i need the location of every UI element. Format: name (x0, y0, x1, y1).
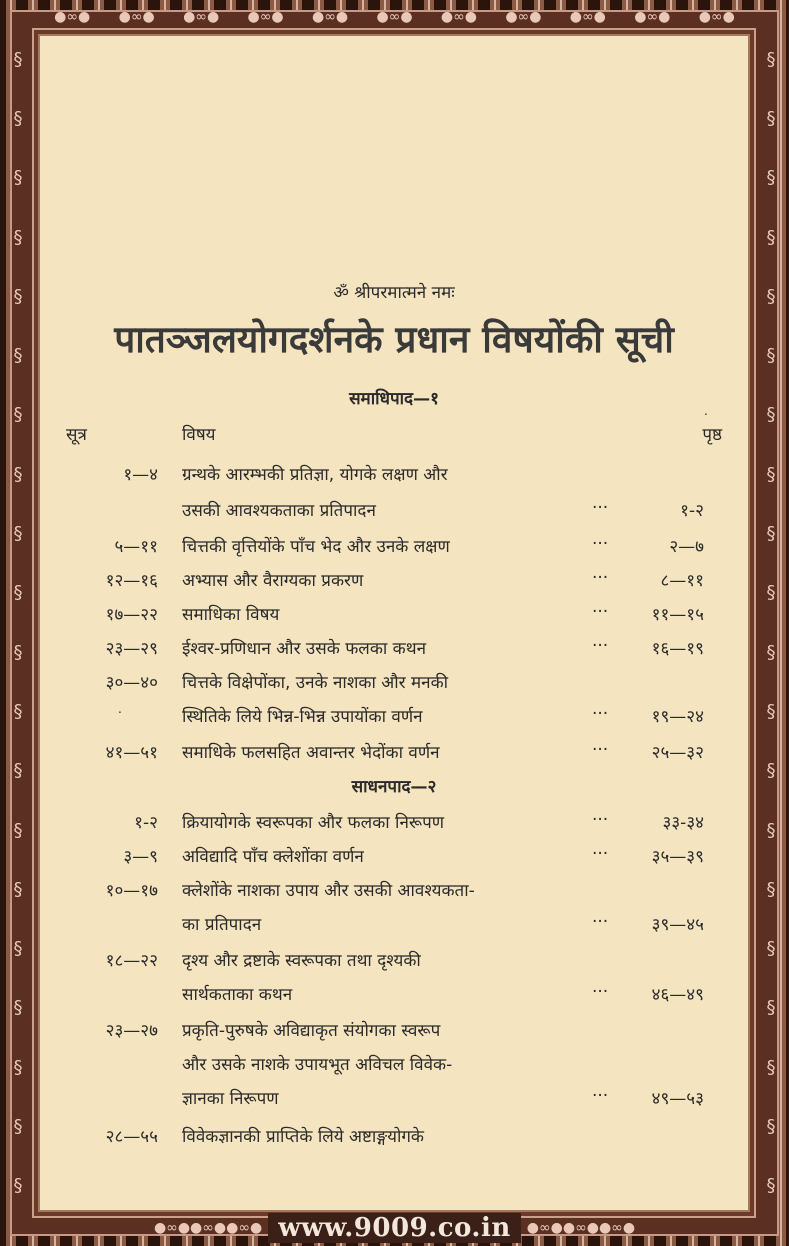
section-heading-sadhanapada: साधनपाद—२ (351, 777, 437, 797)
table-row (38, 534, 750, 568)
column-header-sutra: सूत्र (66, 425, 87, 445)
sutra-range: १७—२२ (105, 605, 158, 625)
leader-dots: ··· (592, 568, 609, 588)
table-row (38, 636, 750, 670)
leader-dots: ··· (592, 534, 609, 554)
leader-dots: ··· (592, 602, 609, 622)
page-number: १-२ (680, 501, 704, 521)
table-row (38, 878, 750, 912)
topic-text: चित्तकी वृत्तियोंके पाँच भेद और उनके लक्षण (182, 537, 450, 557)
page-title: पातञ्जलयोगदर्शनके प्रधान विषयोंकी सूची (114, 318, 674, 361)
topic-text: अभ्यास और वैराग्यका प्रकरण (182, 571, 364, 591)
topic-text: चित्तके विक्षेपोंका, उनके नाशका और मनकी (182, 673, 449, 693)
sutra-range: १-२ (134, 813, 158, 833)
topic-text: प्रकृति-पुरुषके अविद्याकृत संयोगका स्वरूप (182, 1021, 441, 1041)
topic-text: और उसके नाशके उपायभूत अविचल विवेक- (182, 1055, 453, 1075)
table-row (38, 498, 750, 532)
topic-text: स्थितिके लिये भिन्न-भिन्न उपायोंका वर्णन (182, 707, 423, 727)
footer-ornament-left: ●∞●●∞●●∞● (153, 1220, 263, 1236)
leader-dots: ··· (592, 810, 609, 830)
table-row (38, 982, 750, 1016)
topic-text: क्लेशोंके नाशका उपाय और उसकी आवश्यकता- (182, 881, 475, 901)
table-row (38, 1018, 750, 1052)
topic-text: अविद्यादि पाँच क्लेशोंका वर्णन (182, 847, 364, 867)
table-row (38, 844, 750, 878)
leader-dots: ··· (592, 740, 609, 760)
sutra-range: १८—२२ (105, 951, 158, 971)
page-number: ८—११ (660, 571, 704, 591)
page-number: ४९—५३ (651, 1089, 704, 1109)
topic-text: ईश्वर-प्रणिधान और उसके फलका कथन (182, 639, 427, 659)
table-row (38, 912, 750, 946)
frame-ornament-left: § § § § § § § § § § § § § § § § § § § § (13, 48, 23, 1197)
topic-text: क्रियायोगके स्वरूपका और फलका निरूपण (182, 813, 445, 833)
topic-text: समाधिके फलसहित अवान्तर भेदोंका वर्णन (182, 743, 440, 763)
page-number: १९—२४ (651, 707, 704, 727)
table-row (38, 704, 750, 738)
page-number: २—७ (669, 537, 704, 557)
leader-dots: ··· (592, 704, 609, 724)
footer-ornament-right: ●∞●●∞●●∞● (526, 1220, 636, 1236)
leader-dots: ··· (592, 636, 609, 656)
page-number: ११—१५ (651, 605, 704, 625)
leader-dots: ··· (592, 982, 609, 1002)
frame-ornament-top: ●∞● ●∞● ●∞● ●∞● ●∞● ●∞● ●∞● ●∞● ●∞● ●∞● ●∞● (54, 9, 735, 25)
print-speck: . (704, 404, 708, 418)
page-number: ४६—४९ (651, 985, 704, 1005)
sutra-range: २३—२७ (105, 1021, 158, 1041)
page-number: २५—३२ (651, 743, 704, 763)
topic-text: समाधिका विषय (182, 605, 280, 625)
page-number: ३९—४५ (651, 915, 704, 935)
sutra-range: ४१—५१ (105, 743, 158, 763)
topic-text: सार्थकताका कथन (182, 985, 293, 1005)
topic-text: ग्रन्थके आरम्भकी प्रतिज्ञा, योगके लक्षण और (182, 465, 448, 485)
sutra-range: ३—९ (123, 847, 158, 867)
topic-text: का प्रतिपादन (182, 915, 262, 935)
sutra-range: ५—११ (114, 537, 158, 557)
sutra-range: २३—२९ (105, 639, 158, 659)
sutra-range: १०—१७ (105, 881, 158, 901)
table-row (38, 740, 750, 774)
column-header-topic: विषय (182, 425, 216, 445)
table-row (38, 948, 750, 982)
footer-bar (0, 1210, 789, 1246)
print-speck: . (118, 702, 122, 716)
sutra-range: ३०—४० (105, 673, 158, 693)
table-row (38, 602, 750, 636)
sutra-range: २८—५५ (105, 1127, 158, 1147)
table-row (38, 1124, 750, 1158)
topic-text: दृश्य और द्रष्टाके स्वरूपका तथा दृश्यकी (182, 951, 421, 971)
page-number: ३५—३९ (651, 847, 704, 867)
sutra-range: १—४ (123, 465, 158, 485)
table-row (38, 1086, 750, 1120)
frame-ornament-right: § § § § § § § § § § § § § § § § § § § § (766, 48, 776, 1197)
table-row (38, 810, 750, 844)
leader-dots: ··· (592, 498, 609, 518)
sutra-range: १२—१६ (105, 571, 158, 591)
table-row (38, 568, 750, 602)
topic-text: उसकी आवश्यकताका प्रतिपादन (182, 501, 376, 521)
table-row (38, 462, 750, 496)
column-header-page: पृष्ठ (702, 425, 722, 445)
section-heading-samadhipada: समाधिपाद—१ (349, 389, 439, 409)
table-row (38, 670, 750, 704)
leader-dots: ··· (592, 844, 609, 864)
leader-dots: ··· (592, 1086, 609, 1106)
invocation-line: ॐ श्रीपरमात्मने नमः (333, 283, 455, 303)
page-number: १६—१९ (651, 639, 704, 659)
website-url[interactable]: www.9009.co.in (268, 1213, 521, 1243)
leader-dots: ··· (592, 912, 609, 932)
topic-text: ज्ञानका निरूपण (182, 1089, 279, 1109)
topic-text: विवेकज्ञानकी प्राप्तिके लिये अष्टाङ्गयोगके (182, 1127, 424, 1147)
table-row (38, 1052, 750, 1086)
page-number: ३३-३४ (662, 813, 704, 833)
book-page (38, 34, 750, 1212)
